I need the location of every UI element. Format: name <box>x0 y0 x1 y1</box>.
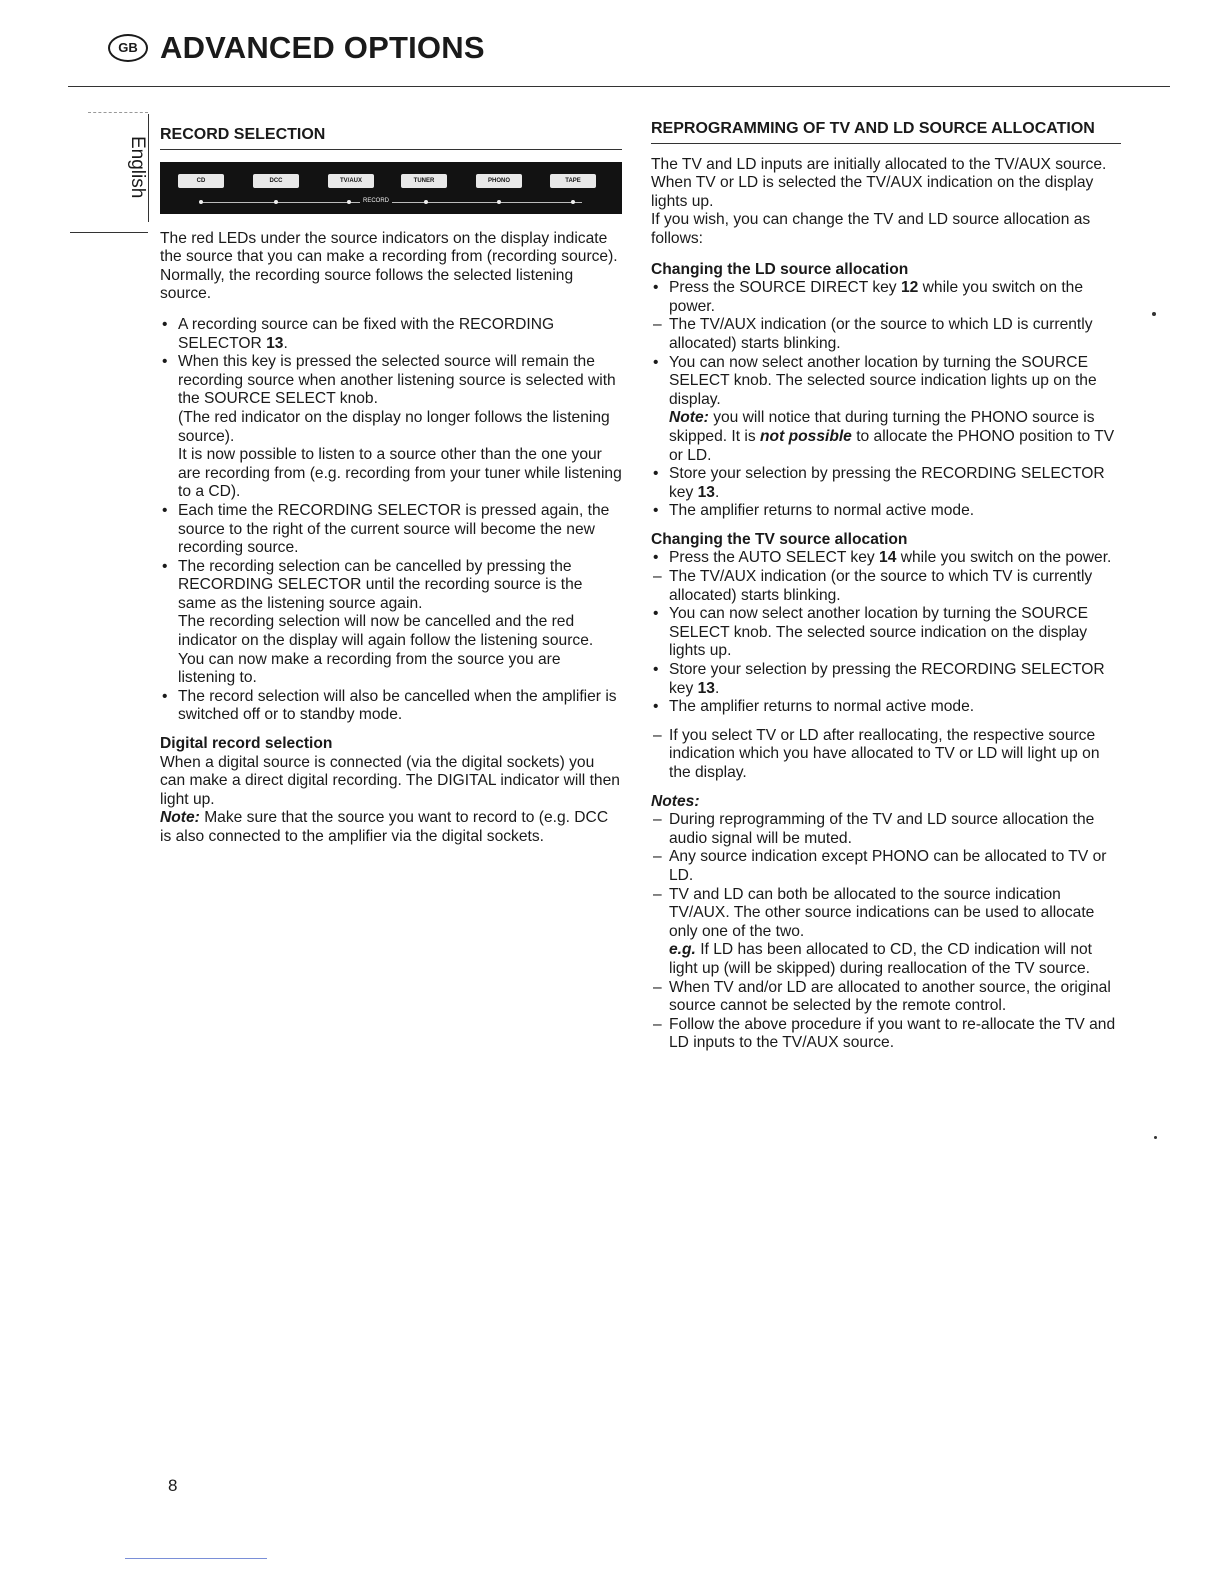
list-item: • A recording source can be fixed with the RECORDING SELECTOR 13. <box>162 315 555 352</box>
list-item: – During reprogramming of the TV and LD source allocation the audio signal will be muted. <box>653 811 1095 847</box>
tv-steps <box>651 549 1121 716</box>
notes-list <box>651 811 1121 1053</box>
ld-steps <box>651 279 1121 521</box>
list-item: • You can now select another location by turning the SOURCE SELECT knob. The selected source indication lights up on the display. Note: you will notice that during turning the PHONO source is skipped. It is not possible to allocate the PHONO position to TV or LD. <box>651 354 1121 466</box>
bullet-mark: • <box>162 557 168 575</box>
list-item: • Each time the RECORDING SELECTOR is pressed again, the source to the right of the current source will become the new recording source. <box>162 501 610 557</box>
bullet-mark: • <box>162 501 168 519</box>
bullet-mark: • <box>162 353 168 371</box>
display-source-tuner: TUNER <box>401 174 447 188</box>
display-record-label: RECORD <box>360 196 392 206</box>
reprogramming-intro-2: If you wish, you can change the TV and LD source allocation as follows: <box>651 211 1091 247</box>
tab-dots <box>88 112 148 114</box>
list-item: – Any source indication except PHONO can be allocated to TV or LD. <box>653 848 1107 884</box>
reprogramming-heading: REPROGRAMMING OF TV AND LD SOURCE ALLOCATION <box>651 120 1121 144</box>
scan-speck <box>1152 312 1156 316</box>
display-led <box>497 200 501 204</box>
list-item: – TV and LD can both be allocated to the source indication TV/AUX. The other source indications can be used to allocate only one of the two. e.g. If LD has been allocated to CD, the CD indication will not light up (will be skipped) during reallocation of the TV source. <box>651 886 1121 979</box>
after-reallocation <box>651 727 1121 783</box>
list-item: • Store your selection by pressing the RECORDING SELECTOR key 13. <box>653 465 1105 501</box>
tv-allocation-heading: Changing the TV source allocation <box>651 530 908 548</box>
digital-record-note: Note: Make sure that the source you want to record to (e.g. DCC is also connected to the amplifier via the digital sockets. <box>160 809 609 845</box>
list-item: • Press the SOURCE DIRECT key 12 while you switch on the power. <box>653 279 1083 315</box>
digital-record-text: When a digital source is connected (via the digital sockets) you can make a direct digital recording. The DIGITAL indicator will then light up. <box>160 753 620 808</box>
list-item: – When TV and/or LD are allocated to another source, the original source cannot be selected by the remote control. <box>653 978 1111 1015</box>
tab-line <box>148 114 149 222</box>
language-label: English <box>127 136 148 199</box>
display-source-tape: TAPE <box>550 174 596 188</box>
display-led <box>199 200 203 204</box>
tab-bottom-line <box>70 232 148 233</box>
display-led <box>274 200 278 204</box>
list-item: • The recording selection can be cancelled by pressing the RECORDING SELECTOR until the recording source is the same as the listening source again. The recording selection will now be cancelled and the red indicator on the display will again follow the listening source. You can now make a recording from the source you are listening to. <box>162 557 594 687</box>
notes-heading: Notes: <box>651 792 700 810</box>
record-intro: The red LEDs under the source indicators on the display indicate the source that you can make a recording from (recording source). Normally, the recording source follows the selected listening source. <box>160 229 618 303</box>
list-item: • The amplifier returns to normal active mode. <box>653 502 975 520</box>
list-item: • When this key is pressed the selected source will remain the recording source when another listening source is selected with the SOURCE SELECT knob. (The red indicator on the display no longer follows the listening source). It is now possible to listen to a source other than the one your are recording from (e.g. recording from your tuner while listening to a CD). <box>162 353 622 501</box>
record-selection-heading: RECORD SELECTION <box>160 126 622 150</box>
right-column <box>651 120 1121 1063</box>
display-led <box>424 200 428 204</box>
example-note: e.g. If LD has been allocated to CD, the CD indication will not light up (will be skipped) during reallocation of the TV source. <box>669 941 1092 977</box>
list-item: • The amplifier returns to normal active mode. <box>653 698 975 716</box>
footer-rule <box>125 1558 267 1559</box>
page-number: 8 <box>168 1476 178 1495</box>
list-item: – If you select TV or LD after reallocating, the respective source indication which you have allocated to TV or LD will light up on the display. <box>653 726 1100 781</box>
display-led <box>347 200 351 204</box>
bullet-mark: • <box>162 315 168 333</box>
list-item: – The TV/AUX indication (or the source to which LD is currently allocated) starts blinking. <box>653 316 1093 352</box>
ld-allocation-heading: Changing the LD source allocation <box>651 260 909 278</box>
list-item: • You can now select another location by turning the SOURCE SELECT knob. The selected source indication on the display lights up. <box>653 605 1088 660</box>
reprogramming-intro-1: The TV and LD inputs are initially allocated to the TV/AUX source. When TV or LD is selected the TV/AUX indication on the display lights up. <box>651 155 1107 210</box>
scan-speck <box>1154 1136 1157 1139</box>
list-item: – The TV/AUX indication (or the source to which TV is currently allocated) starts blinking. <box>653 568 1093 604</box>
display-source-phono: PHONO <box>476 174 522 188</box>
left-column <box>160 126 622 847</box>
bullet-mark: • <box>162 687 168 705</box>
list-item: • Store your selection by pressing the RECORDING SELECTOR key 13. <box>653 661 1105 697</box>
list-item: • The record selection will also be cancelled when the amplifier is switched off or to standby mode. <box>162 687 617 724</box>
digital-record-heading: Digital record selection <box>160 735 333 753</box>
display-source-dcc: DCC <box>253 174 299 188</box>
page-header <box>108 30 485 66</box>
source-display-illustration <box>160 162 622 214</box>
header-rule <box>68 86 1170 87</box>
list-item: – Follow the above procedure if you want to re-allocate the TV and LD inputs to the TV/AUX source. <box>653 1015 1116 1052</box>
list-item: • Press the AUTO SELECT key 14 while you switch on the power. <box>653 549 1112 567</box>
page-title: ADVANCED OPTIONS <box>160 30 485 65</box>
display-source-tvaux: TV/AUX <box>328 174 374 188</box>
gb-badge: GB <box>108 34 148 62</box>
display-source-cd: CD <box>178 174 224 188</box>
ld-note: Note: you will notice that during turning the PHONO source is skipped. It is not possible to allocate the PHONO position to TV or LD. <box>669 409 1115 464</box>
display-led <box>571 200 575 204</box>
record-bullets <box>160 316 622 725</box>
